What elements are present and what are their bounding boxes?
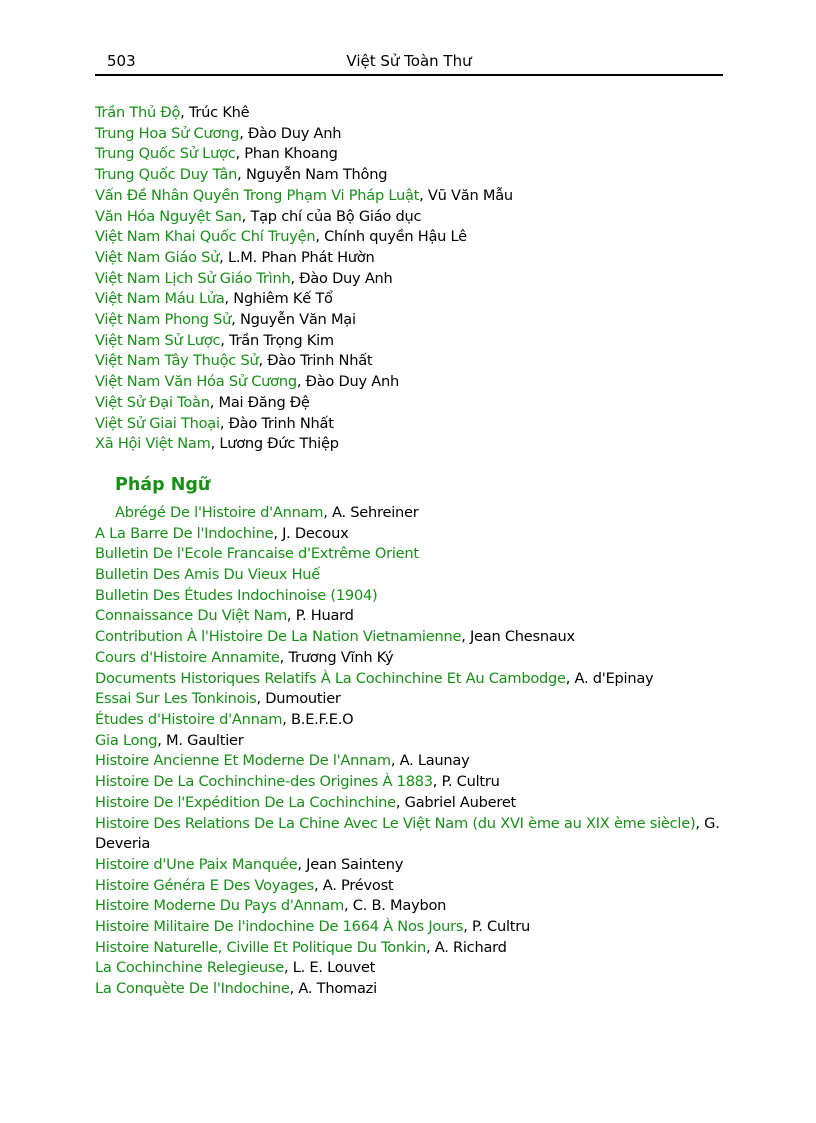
entry-author: , Trúc Khê bbox=[180, 104, 250, 121]
entry-author: , Vũ Văn Mẫu bbox=[419, 186, 513, 204]
bibliography-entry bbox=[95, 606, 735, 627]
bibliography-entry bbox=[95, 731, 735, 752]
bibliography-entry bbox=[95, 248, 735, 269]
bibliography-entry bbox=[95, 103, 735, 124]
entry-author: , Nguyễn Nam Thông bbox=[237, 166, 388, 184]
bibliography-entry bbox=[95, 269, 735, 290]
bibliography-entry bbox=[95, 434, 735, 455]
entry-author: , Lương Đức Thiệp bbox=[210, 435, 339, 453]
entry-author: , Jean Chesnaux bbox=[461, 628, 575, 646]
bibliography-entry bbox=[95, 227, 735, 248]
entry-author: , Dumoutier bbox=[256, 690, 341, 708]
entry-author: , Phan Khoang bbox=[235, 145, 338, 163]
entry-title[interactable]: Việt Nam Văn Hóa Sử Cương bbox=[95, 373, 297, 391]
entry-title[interactable]: Histoire De l'Expédition De La Cochinchine bbox=[95, 793, 396, 811]
bibliography-entry bbox=[95, 414, 735, 435]
bibliography-entry bbox=[95, 627, 735, 648]
entry-title[interactable]: Bulletin Des Études Indochinoise (1904) bbox=[95, 586, 378, 604]
entry-title[interactable]: Connaissance Du Việt Nam bbox=[95, 607, 287, 625]
bibliography-entry bbox=[95, 144, 735, 165]
bibliography-entry bbox=[95, 331, 735, 352]
section-heading-french: Pháp Ngữ bbox=[115, 474, 211, 495]
entry-author: , P. Cultru bbox=[463, 918, 531, 936]
entry-author: , Nguyễn Văn Mại bbox=[231, 311, 356, 329]
page-number: 503 bbox=[107, 52, 136, 70]
entry-title[interactable]: Documents Historiques Relatifs À La Cochinchine Et Au Cambodge bbox=[95, 669, 566, 687]
bibliography-entry bbox=[95, 855, 735, 876]
entry-author: , Đào Duy Anh bbox=[296, 373, 399, 391]
entry-title[interactable]: Việt Nam Lịch Sử Giáo Trình bbox=[95, 269, 291, 287]
entry-title[interactable]: Abrégé De l'Histoire d'Annam bbox=[115, 503, 324, 521]
entry-title[interactable]: A La Barre De l'Indochine bbox=[95, 524, 274, 542]
bibliography-entry bbox=[95, 772, 735, 793]
running-header bbox=[95, 50, 723, 76]
entry-title[interactable]: Xã Hội Việt Nam bbox=[95, 435, 211, 453]
entry-title[interactable]: Văn Hóa Nguyệt San bbox=[95, 207, 242, 225]
entry-author: , Jean Sainteny bbox=[297, 855, 404, 873]
bibliography-entry bbox=[95, 979, 735, 1000]
entry-title[interactable]: La Conquète De l'Indochine bbox=[95, 980, 290, 998]
entry-author: , A. Sehreiner bbox=[323, 503, 419, 521]
entry-title[interactable]: Việt Nam Tây Thuộc Sử bbox=[95, 352, 259, 370]
entry-author: , Trần Trọng Kim bbox=[220, 331, 334, 349]
bibliography-entry bbox=[95, 186, 735, 207]
bibliography-entry bbox=[95, 503, 735, 524]
entry-title[interactable]: Việt Nam Phong Sử bbox=[95, 311, 232, 329]
entry-author: , A. d'Epinay bbox=[565, 669, 654, 687]
entry-title[interactable]: Việt Nam Máu Lửa bbox=[95, 290, 225, 308]
entry-title[interactable]: Contribution À l'Histoire De La Nation Vietnamienne bbox=[95, 628, 462, 646]
bibliography-entry bbox=[95, 351, 735, 372]
entry-author: , M. Gaultier bbox=[157, 731, 244, 749]
entry-author: , Chính quyền Hậu Lê bbox=[315, 228, 467, 246]
entry-author: , A. Launay bbox=[390, 752, 470, 770]
bibliography-entry bbox=[95, 710, 735, 731]
entry-author: , Đào Trinh Nhất bbox=[258, 352, 373, 370]
bibliography-entry bbox=[95, 524, 735, 545]
entry-author: , A. Prévost bbox=[314, 876, 394, 894]
entry-author: , Gabriel Auberet bbox=[395, 793, 517, 811]
entry-title[interactable]: Việt Sử Giai Thoại bbox=[95, 414, 220, 432]
entry-title[interactable]: Trung Quốc Duy Tân bbox=[95, 166, 238, 184]
entry-title[interactable]: Histoire Naturelle, Civille Et Politique Du Tonkin bbox=[95, 938, 426, 956]
entry-title[interactable]: La Cochinchine Relegieuse bbox=[95, 959, 284, 977]
entry-title[interactable]: Essai Sur Les Tonkinois bbox=[95, 690, 257, 708]
bibliography-entry bbox=[95, 689, 735, 710]
entry-title[interactable]: Vấn Đề Nhân Quyền Trong Phạm Vi Pháp Luật bbox=[95, 186, 420, 204]
bibliography-entry bbox=[95, 917, 735, 938]
french-entries bbox=[95, 503, 735, 1000]
entry-title[interactable]: Việt Nam Khai Quốc Chí Truyện bbox=[95, 228, 316, 246]
bibliography-entry bbox=[95, 372, 735, 393]
bibliography-entry bbox=[95, 814, 735, 855]
entry-title[interactable]: Trần Thủ Độ bbox=[95, 104, 181, 121]
entry-author: , Trương Vĩnh Ký bbox=[279, 648, 394, 666]
bibliography-entry bbox=[95, 958, 735, 979]
entry-title[interactable]: Histoire Généra E Des Voyages bbox=[95, 876, 315, 894]
entry-title[interactable]: Gia Long bbox=[95, 731, 158, 749]
bibliography-entry bbox=[95, 207, 735, 228]
entry-title[interactable]: Histoire Ancienne Et Moderne De l'Annam bbox=[95, 752, 391, 770]
entry-author: , J. Decoux bbox=[273, 524, 349, 542]
entry-author: , P. Cultru bbox=[432, 773, 500, 791]
entry-title[interactable]: Trung Quốc Sử Lược bbox=[95, 145, 236, 163]
bibliography-entry bbox=[95, 938, 735, 959]
entry-title[interactable]: Việt Nam Giáo Sử bbox=[95, 248, 220, 266]
entry-author: , Tạp chí của Bộ Giáo dục bbox=[241, 207, 422, 225]
entry-author: , Đào Duy Anh bbox=[290, 269, 393, 287]
entry-title[interactable]: Cours d'Histoire Annamite bbox=[95, 648, 280, 666]
bibliography-entry bbox=[95, 669, 735, 690]
bibliography-entry bbox=[95, 793, 735, 814]
entry-author: , C. B. Maybon bbox=[344, 897, 447, 915]
entry-author: , A. Thomazi bbox=[289, 980, 377, 998]
entry-title[interactable]: Việt Nam Sử Lược bbox=[95, 331, 221, 349]
bibliography-entry bbox=[95, 544, 735, 565]
entry-author: , G. Deveria bbox=[95, 814, 720, 853]
entry-author: , L.M. Phan Phát Hườn bbox=[219, 248, 375, 266]
entry-author: , P. Huard bbox=[286, 607, 354, 625]
entry-title[interactable]: Histoire Militaire De l'indochine De 1664 À Nos Jours bbox=[95, 918, 464, 936]
bibliography-entry bbox=[95, 648, 735, 669]
entry-author: , A. Richard bbox=[425, 938, 507, 956]
entry-author: , Mai Đăng Đệ bbox=[209, 393, 310, 411]
entry-title[interactable]: Histoire De La Cochinchine-des Origines À 1883 bbox=[95, 773, 433, 791]
entry-title[interactable]: Histoire Moderne Du Pays d'Annam bbox=[95, 897, 345, 915]
bibliography-entry bbox=[95, 165, 735, 186]
entry-title[interactable]: Trung Hoa Sử Cương bbox=[95, 124, 240, 142]
bibliography-entry bbox=[95, 393, 735, 414]
entry-author: , L. E. Louvet bbox=[283, 959, 376, 977]
vietnamese-entries bbox=[95, 103, 735, 455]
bibliography-entry bbox=[95, 289, 735, 310]
bibliography-list bbox=[95, 103, 735, 1000]
bibliography-entry bbox=[95, 310, 735, 331]
entry-title[interactable]: Histoire d'Une Paix Manquée bbox=[95, 855, 298, 873]
entry-title[interactable]: Bulletin De l'Ecole Francaise d'Extrême Orient bbox=[95, 545, 419, 563]
entry-author: , Nghiêm Kế Tổ bbox=[224, 290, 333, 308]
bibliography-entry bbox=[95, 751, 735, 772]
entry-title[interactable]: Histoire Des Relations De La Chine Avec Le Việt Nam (du XVI ème au XIX ème siècle) bbox=[95, 814, 696, 832]
bibliography-entry bbox=[95, 565, 735, 586]
entry-title[interactable]: Études d'Histoire d'Annam bbox=[95, 710, 283, 728]
bibliography-entry bbox=[95, 896, 735, 917]
bibliography-entry bbox=[95, 124, 735, 145]
bibliography-entry bbox=[95, 876, 735, 897]
entry-title[interactable]: Bulletin Des Amis Du Vieux Huế bbox=[95, 566, 321, 584]
entry-title[interactable]: Việt Sử Đại Toàn bbox=[95, 393, 210, 411]
entry-author: , Đào Duy Anh bbox=[239, 124, 342, 142]
running-title: Việt Sử Toàn Thư bbox=[346, 52, 472, 70]
entry-author: , Đào Trinh Nhất bbox=[219, 414, 334, 432]
bibliography-entry bbox=[95, 586, 735, 607]
entry-author: , B.E.F.E.O bbox=[282, 710, 354, 728]
